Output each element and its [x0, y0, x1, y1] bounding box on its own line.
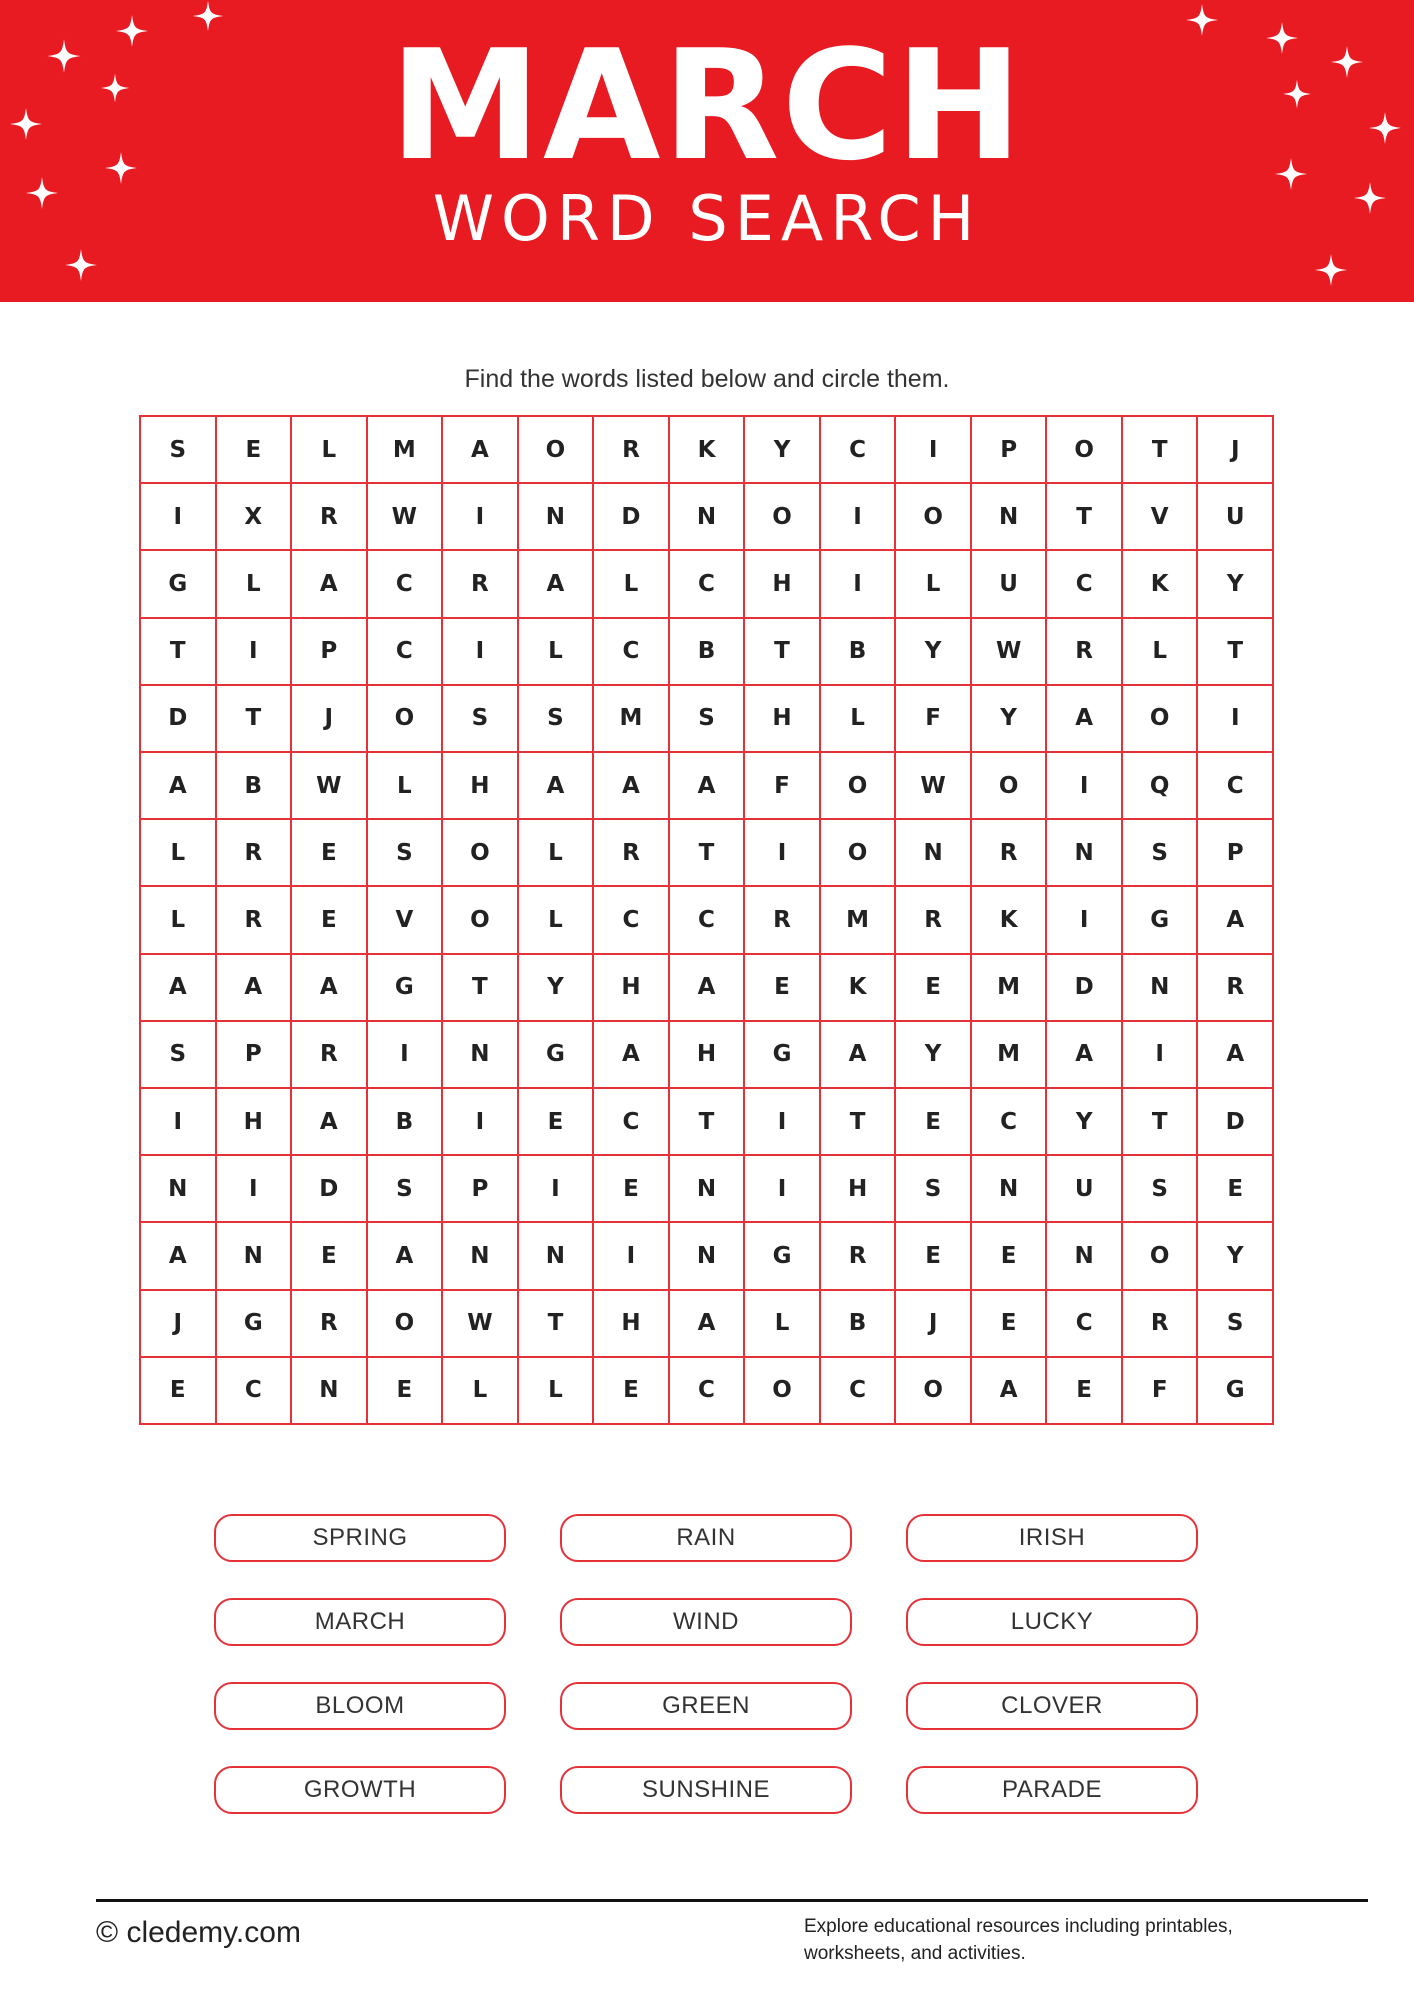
grid-cell[interactable]: I	[141, 1089, 217, 1156]
grid-cell[interactable]: C	[594, 619, 670, 686]
word-item-march: MARCH	[214, 1598, 506, 1646]
grid-cell[interactable]: E	[292, 820, 368, 887]
grid-cell[interactable]: R	[1123, 1291, 1199, 1358]
grid-cell[interactable]: G	[1198, 1358, 1274, 1425]
grid-cell[interactable]: A	[670, 753, 746, 820]
grid-cell[interactable]: B	[821, 1291, 897, 1358]
grid-cell[interactable]: F	[1123, 1358, 1199, 1425]
grid-cell[interactable]: C	[217, 1358, 293, 1425]
grid-cell[interactable]: I	[594, 1223, 670, 1290]
grid-cell[interactable]: T	[1198, 619, 1274, 686]
grid-cell[interactable]: H	[594, 955, 670, 1022]
grid-cell[interactable]: H	[443, 753, 519, 820]
grid-cell[interactable]: N	[670, 484, 746, 551]
grid-cell[interactable]: E	[594, 1358, 670, 1425]
grid-cell[interactable]: V	[368, 887, 444, 954]
grid-cell[interactable]: H	[745, 686, 821, 753]
grid-cell[interactable]: Y	[1047, 1089, 1123, 1156]
grid-cell[interactable]: E	[292, 1223, 368, 1290]
grid-cell[interactable]: E	[1047, 1358, 1123, 1425]
grid-cell[interactable]: L	[141, 820, 217, 887]
grid-cell[interactable]: A	[141, 753, 217, 820]
grid-cell[interactable]: I	[821, 484, 897, 551]
grid-cell[interactable]: I	[443, 484, 519, 551]
grid-cell[interactable]: L	[519, 1358, 595, 1425]
grid-cell[interactable]: T	[519, 1291, 595, 1358]
word-item-lucky: LUCKY	[906, 1598, 1198, 1646]
grid-cell[interactable]: C	[821, 417, 897, 484]
page-title: MARCH	[389, 17, 1025, 194]
grid-cell[interactable]: A	[368, 1223, 444, 1290]
grid-cell[interactable]: R	[594, 820, 670, 887]
grid-cell[interactable]: P	[972, 417, 1048, 484]
grid-cell[interactable]: C	[368, 551, 444, 618]
grid-cell[interactable]: G	[745, 1022, 821, 1089]
grid-cell[interactable]: S	[1123, 820, 1199, 887]
grid-cell[interactable]: O	[821, 820, 897, 887]
grid-cell[interactable]: I	[1047, 887, 1123, 954]
grid-cell[interactable]: O	[1123, 1223, 1199, 1290]
grid-cell[interactable]: A	[141, 1223, 217, 1290]
word-item-growth: GROWTH	[214, 1766, 506, 1814]
grid-cell[interactable]: M	[368, 417, 444, 484]
grid-cell[interactable]: I	[1047, 753, 1123, 820]
grid-cell[interactable]: N	[443, 1223, 519, 1290]
grid-cell[interactable]: L	[594, 551, 670, 618]
grid-cell[interactable]: H	[594, 1291, 670, 1358]
grid-cell[interactable]: A	[670, 955, 746, 1022]
grid-cell[interactable]: X	[217, 484, 293, 551]
grid-cell[interactable]: P	[292, 619, 368, 686]
grid-cell[interactable]: S	[1198, 1291, 1274, 1358]
grid-cell[interactable]: D	[292, 1156, 368, 1223]
grid-cell[interactable]: N	[443, 1022, 519, 1089]
grid-cell[interactable]: S	[896, 1156, 972, 1223]
grid-cell[interactable]: C	[670, 551, 746, 618]
grid-cell[interactable]: O	[896, 484, 972, 551]
grid-cell[interactable]: C	[1198, 753, 1274, 820]
grid-cell[interactable]: K	[670, 417, 746, 484]
grid-cell[interactable]: E	[745, 955, 821, 1022]
grid-cell[interactable]: A	[292, 1089, 368, 1156]
sparkle-icon	[1315, 254, 1347, 286]
grid-cell[interactable]: N	[1047, 820, 1123, 887]
grid-cell[interactable]: R	[217, 820, 293, 887]
grid-cell[interactable]: Y	[972, 686, 1048, 753]
grid-cell[interactable]: L	[896, 551, 972, 618]
grid-cell[interactable]: B	[821, 619, 897, 686]
grid-cell[interactable]: T	[217, 686, 293, 753]
grid-cell[interactable]: N	[519, 1223, 595, 1290]
grid-cell[interactable]: R	[594, 417, 670, 484]
grid-cell[interactable]: T	[670, 820, 746, 887]
grid-cell[interactable]: Y	[896, 619, 972, 686]
grid-cell[interactable]: I	[217, 619, 293, 686]
word-item-clover: CLOVER	[906, 1682, 1198, 1730]
grid-cell[interactable]: N	[972, 484, 1048, 551]
grid-cell[interactable]: L	[1123, 619, 1199, 686]
grid-cell[interactable]: K	[821, 955, 897, 1022]
grid-cell[interactable]: N	[141, 1156, 217, 1223]
grid-cell[interactable]: A	[821, 1022, 897, 1089]
grid-cell[interactable]: J	[292, 686, 368, 753]
grid-cell[interactable]: C	[1047, 551, 1123, 618]
grid-cell[interactable]: T	[745, 619, 821, 686]
grid-cell[interactable]: C	[670, 887, 746, 954]
grid-cell[interactable]: R	[1198, 955, 1274, 1022]
grid-cell[interactable]: S	[368, 1156, 444, 1223]
grid-cell[interactable]: L	[292, 417, 368, 484]
grid-cell[interactable]: C	[972, 1089, 1048, 1156]
grid-cell[interactable]: H	[745, 551, 821, 618]
grid-cell[interactable]: H	[217, 1089, 293, 1156]
grid-cell[interactable]: S	[368, 820, 444, 887]
footer-note: Explore educational resources including printables, worksheets, and activities.	[804, 1916, 1233, 1964]
grid-cell[interactable]: E	[972, 1223, 1048, 1290]
grid-cell[interactable]: E	[1198, 1156, 1274, 1223]
grid-cell[interactable]: T	[443, 955, 519, 1022]
grid-cell[interactable]: A	[217, 955, 293, 1022]
copyright-text: © cledemy.com	[96, 1916, 301, 1949]
grid-cell[interactable]: I	[443, 619, 519, 686]
grid-cell[interactable]: E	[292, 887, 368, 954]
grid-cell[interactable]: J	[896, 1291, 972, 1358]
grid-cell[interactable]: O	[443, 887, 519, 954]
grid-cell[interactable]: C	[594, 1089, 670, 1156]
grid-cell[interactable]: O	[1123, 686, 1199, 753]
grid-cell[interactable]: E	[896, 955, 972, 1022]
grid-cell[interactable]: Y	[1198, 1223, 1274, 1290]
grid-cell[interactable]: R	[217, 887, 293, 954]
word-item-wind: WIND	[560, 1598, 852, 1646]
grid-cell[interactable]: O	[745, 1358, 821, 1425]
grid-cell[interactable]: U	[1198, 484, 1274, 551]
grid-cell[interactable]: L	[368, 753, 444, 820]
grid-cell[interactable]: A	[519, 753, 595, 820]
grid-cell[interactable]: R	[1047, 619, 1123, 686]
grid-cell[interactable]: T	[670, 1089, 746, 1156]
grid-cell[interactable]: L	[519, 887, 595, 954]
grid-cell[interactable]: I	[443, 1089, 519, 1156]
grid-cell[interactable]: D	[594, 484, 670, 551]
grid-cell[interactable]: L	[821, 686, 897, 753]
grid-cell[interactable]: E	[368, 1358, 444, 1425]
grid-cell[interactable]: A	[141, 955, 217, 1022]
grid-cell[interactable]: R	[292, 1291, 368, 1358]
grid-cell[interactable]: I	[896, 417, 972, 484]
grid-cell[interactable]: O	[745, 484, 821, 551]
grid-cell[interactable]: I	[1123, 1022, 1199, 1089]
grid-cell[interactable]: J	[1198, 417, 1274, 484]
grid-cell[interactable]: O	[519, 417, 595, 484]
grid-cell[interactable]: R	[292, 1022, 368, 1089]
grid-cell[interactable]: A	[443, 417, 519, 484]
grid-cell[interactable]: E	[141, 1358, 217, 1425]
grid-cell[interactable]: O	[368, 686, 444, 753]
grid-cell[interactable]: Y	[1198, 551, 1274, 618]
grid-cell[interactable]: Q	[1123, 753, 1199, 820]
grid-cell[interactable]: T	[1123, 417, 1199, 484]
grid-cell[interactable]: V	[1123, 484, 1199, 551]
word-item-bloom: BLOOM	[214, 1682, 506, 1730]
grid-cell[interactable]: O	[368, 1291, 444, 1358]
grid-cell[interactable]: K	[1123, 551, 1199, 618]
grid-cell[interactable]: S	[443, 686, 519, 753]
grid-cell[interactable]: M	[972, 1022, 1048, 1089]
word-list	[214, 1514, 1199, 1814]
grid-cell[interactable]: M	[594, 686, 670, 753]
grid-cell[interactable]: M	[821, 887, 897, 954]
grid-cell[interactable]: N	[292, 1358, 368, 1425]
grid-cell[interactable]: D	[1198, 1089, 1274, 1156]
grid-cell[interactable]: R	[821, 1223, 897, 1290]
grid-cell[interactable]: S	[1123, 1156, 1199, 1223]
grid-cell[interactable]: W	[443, 1291, 519, 1358]
word-item-green: GREEN	[560, 1682, 852, 1730]
grid-cell[interactable]: E	[896, 1223, 972, 1290]
grid-cell[interactable]: G	[519, 1022, 595, 1089]
grid-cell[interactable]: A	[292, 955, 368, 1022]
grid-cell[interactable]: G	[368, 955, 444, 1022]
grid-cell[interactable]: B	[217, 753, 293, 820]
grid-cell[interactable]: O	[821, 753, 897, 820]
grid-cell[interactable]: T	[1123, 1089, 1199, 1156]
grid-cell[interactable]: E	[972, 1291, 1048, 1358]
grid-cell[interactable]: T	[141, 619, 217, 686]
grid-cell[interactable]: B	[670, 619, 746, 686]
grid-cell[interactable]: I	[745, 1156, 821, 1223]
grid-cell[interactable]: A	[292, 551, 368, 618]
grid-cell[interactable]: O	[1047, 417, 1123, 484]
grid-cell[interactable]: N	[896, 820, 972, 887]
grid-cell[interactable]: T	[1047, 484, 1123, 551]
grid-cell[interactable]: P	[443, 1156, 519, 1223]
grid-cell[interactable]: E	[217, 417, 293, 484]
grid-cell[interactable]: H	[670, 1022, 746, 1089]
grid-cell[interactable]: C	[594, 887, 670, 954]
grid-cell[interactable]: U	[1047, 1156, 1123, 1223]
grid-cell[interactable]: R	[972, 820, 1048, 887]
grid-cell[interactable]: J	[141, 1291, 217, 1358]
grid-cell[interactable]: A	[1198, 1022, 1274, 1089]
grid-cell[interactable]: I	[141, 484, 217, 551]
word-item-sunshine: SUNSHINE	[560, 1766, 852, 1814]
grid-cell[interactable]: Y	[745, 417, 821, 484]
grid-cell[interactable]: G	[1123, 887, 1199, 954]
grid-cell[interactable]: D	[1047, 955, 1123, 1022]
grid-cell[interactable]: I	[368, 1022, 444, 1089]
grid-cell[interactable]: A	[1198, 887, 1274, 954]
grid-cell[interactable]: I	[821, 551, 897, 618]
grid-cell[interactable]: W	[896, 753, 972, 820]
grid-cell[interactable]: S	[141, 417, 217, 484]
grid-cell[interactable]: L	[519, 619, 595, 686]
grid-cell[interactable]: A	[594, 1022, 670, 1089]
grid-cell[interactable]: R	[292, 484, 368, 551]
grid-cell[interactable]: A	[594, 753, 670, 820]
grid-cell[interactable]: C	[821, 1358, 897, 1425]
grid-cell[interactable]: L	[519, 820, 595, 887]
grid-cell[interactable]: H	[821, 1156, 897, 1223]
grid-cell[interactable]: Y	[519, 955, 595, 1022]
grid-cell[interactable]: Y	[896, 1022, 972, 1089]
grid-cell[interactable]: L	[745, 1291, 821, 1358]
grid-cell[interactable]: B	[368, 1089, 444, 1156]
word-item-parade: PARADE	[906, 1766, 1198, 1814]
grid-cell[interactable]: K	[972, 887, 1048, 954]
grid-cell[interactable]: I	[217, 1156, 293, 1223]
grid-cell[interactable]: R	[745, 887, 821, 954]
grid-cell[interactable]: M	[972, 955, 1048, 1022]
page-subtitle: WORD SEARCH	[432, 182, 982, 255]
grid-cell[interactable]: I	[745, 1089, 821, 1156]
sparkle-icon	[193, 1, 223, 31]
grid-cell[interactable]: W	[292, 753, 368, 820]
grid-cell[interactable]: W	[368, 484, 444, 551]
word-search-grid	[139, 415, 1274, 1425]
grid-cell[interactable]: W	[972, 619, 1048, 686]
grid-cell[interactable]: C	[1047, 1291, 1123, 1358]
grid-cell[interactable]: O	[896, 1358, 972, 1425]
grid-cell[interactable]: N	[972, 1156, 1048, 1223]
grid-cell[interactable]: I	[519, 1156, 595, 1223]
grid-cell[interactable]: F	[745, 753, 821, 820]
grid-cell[interactable]: N	[217, 1223, 293, 1290]
grid-cell[interactable]: F	[896, 686, 972, 753]
grid-cell[interactable]: L	[141, 887, 217, 954]
grid-cell[interactable]: R	[896, 887, 972, 954]
grid-cell[interactable]: N	[519, 484, 595, 551]
grid-cell[interactable]: T	[821, 1089, 897, 1156]
grid-cell[interactable]: C	[670, 1358, 746, 1425]
grid-cell[interactable]: G	[217, 1291, 293, 1358]
grid-cell[interactable]: L	[443, 1358, 519, 1425]
grid-cell[interactable]: N	[1047, 1223, 1123, 1290]
grid-cell[interactable]: A	[519, 551, 595, 618]
grid-cell[interactable]: R	[443, 551, 519, 618]
grid-cell[interactable]: A	[670, 1291, 746, 1358]
grid-cell[interactable]: L	[217, 551, 293, 618]
grid-cell[interactable]: I	[1198, 686, 1274, 753]
grid-cell[interactable]: C	[368, 619, 444, 686]
grid-cell[interactable]: S	[519, 686, 595, 753]
grid-cell[interactable]: E	[594, 1156, 670, 1223]
grid-cell[interactable]: O	[443, 820, 519, 887]
grid-cell[interactable]: P	[1198, 820, 1274, 887]
grid-cell[interactable]: E	[519, 1089, 595, 1156]
grid-cell[interactable]: I	[745, 820, 821, 887]
word-item-spring: SPRING	[214, 1514, 506, 1562]
grid-cell[interactable]: N	[670, 1223, 746, 1290]
grid-cell[interactable]: D	[141, 686, 217, 753]
grid-cell[interactable]: E	[896, 1089, 972, 1156]
word-item-irish: IRISH	[906, 1514, 1198, 1562]
sparkle-icon	[65, 249, 97, 281]
grid-cell[interactable]: N	[1123, 955, 1199, 1022]
grid-cell[interactable]: O	[972, 753, 1048, 820]
grid-cell[interactable]: A	[1047, 1022, 1123, 1089]
grid-cell[interactable]: S	[670, 686, 746, 753]
grid-cell[interactable]: S	[141, 1022, 217, 1089]
grid-cell[interactable]: N	[670, 1156, 746, 1223]
header-banner	[0, 0, 1414, 302]
grid-cell[interactable]: A	[972, 1358, 1048, 1425]
grid-cell[interactable]: A	[1047, 686, 1123, 753]
grid-cell[interactable]: G	[745, 1223, 821, 1290]
footer-divider	[96, 1899, 1368, 1902]
grid-cell[interactable]: U	[972, 551, 1048, 618]
word-item-rain: RAIN	[560, 1514, 852, 1562]
grid-cell[interactable]: P	[217, 1022, 293, 1089]
instructions-text: Find the words listed below and circle them.	[464, 365, 950, 393]
grid-cell[interactable]: G	[141, 551, 217, 618]
